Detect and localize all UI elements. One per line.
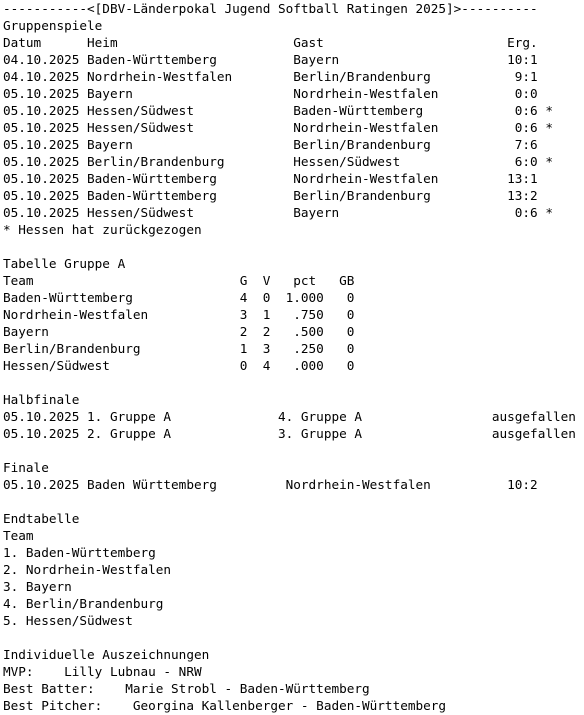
final-standings-row: 5. Hessen/Südwest (3, 613, 133, 628)
standings-columns: Team G V pct GB (3, 273, 355, 288)
final-title: Finale (3, 460, 49, 475)
semifinal-row: 05.10.2025 1. Gruppe A 4. Gruppe A ausgefallen (3, 409, 576, 424)
game-row: 05.10.2025 Bayern Nordrhein-Westfalen 0:0 (3, 86, 538, 101)
standings-row: Nordrhein-Westfalen 3 1 .750 0 (3, 307, 355, 322)
final-standings-title: Endtabelle (3, 511, 80, 526)
semifinals-title: Halbfinale (3, 392, 80, 407)
final-standings-row: 1. Baden-Württemberg (3, 545, 156, 560)
game-row: 05.10.2025 Hessen/Südwest Nordrhein-Westfalen 0:6 * (3, 120, 553, 135)
group-stage-columns: Datum Heim Gast Erg. (3, 35, 538, 50)
award-row: Best Batter: Marie Strobl - Baden-Württemberg (3, 681, 370, 696)
awards-title: Individuelle Auszeichnungen (3, 647, 210, 662)
game-row: 04.10.2025 Nordrhein-Westfalen Berlin/Brandenburg 9:1 (3, 69, 538, 84)
game-row: 05.10.2025 Hessen/Südwest Bayern 0:6 * (3, 205, 553, 220)
spacer (3, 629, 584, 646)
final-standings-row: 4. Berlin/Brandenburg (3, 596, 164, 611)
standings-row: Bayern 2 2 .500 0 (3, 324, 355, 339)
spacer (3, 374, 584, 391)
award-row: MVP: Lilly Lubnau - NRW (3, 664, 202, 679)
withdrawal-footnote: * Hessen hat zurückgezogen (3, 222, 202, 237)
standings-title: Tabelle Gruppe A (3, 256, 126, 271)
standings-row: Hessen/Südwest 0 4 .000 0 (3, 358, 355, 373)
game-row: 05.10.2025 Bayern Berlin/Brandenburg 7:6 (3, 137, 538, 152)
spacer (3, 442, 584, 459)
group-stage-title: Gruppenspiele (3, 18, 103, 33)
game-row: 05.10.2025 Berlin/Brandenburg Hessen/Südwest 6:0 * (3, 154, 553, 169)
spacer (3, 493, 584, 510)
spacer (3, 238, 584, 255)
game-row: 05.10.2025 Hessen/Südwest Baden-Württemberg 0:6 * (3, 103, 553, 118)
final-row: 05.10.2025 Baden Württemberg Nordrhein-Westfalen 10:2 (3, 477, 538, 492)
final-standings-row: 2. Nordrhein-Westfalen (3, 562, 172, 577)
final-standings-row: 3. Bayern (3, 579, 72, 594)
standings-row: Berlin/Brandenburg 1 3 .250 0 (3, 341, 355, 356)
document-header: -----------<[DBV-Länderpokal Jugend Softball Ratingen 2025]>---------- (3, 1, 538, 16)
semifinal-row: 05.10.2025 2. Gruppe A 3. Gruppe A ausgefallen (3, 426, 576, 441)
final-standings-column: Team (3, 528, 34, 543)
game-row: 05.10.2025 Baden-Württemberg Berlin/Brandenburg 13:2 (3, 188, 538, 203)
award-row: Best Pitcher: Georgina Kallenberger - Baden-Württemberg (3, 698, 447, 713)
game-row: 05.10.2025 Baden-Württemberg Nordrhein-Westfalen 13:1 (3, 171, 538, 186)
game-row: 04.10.2025 Baden-Württemberg Bayern 10:1 (3, 52, 538, 67)
standings-row: Baden-Württemberg 4 0 1.000 0 (3, 290, 355, 305)
